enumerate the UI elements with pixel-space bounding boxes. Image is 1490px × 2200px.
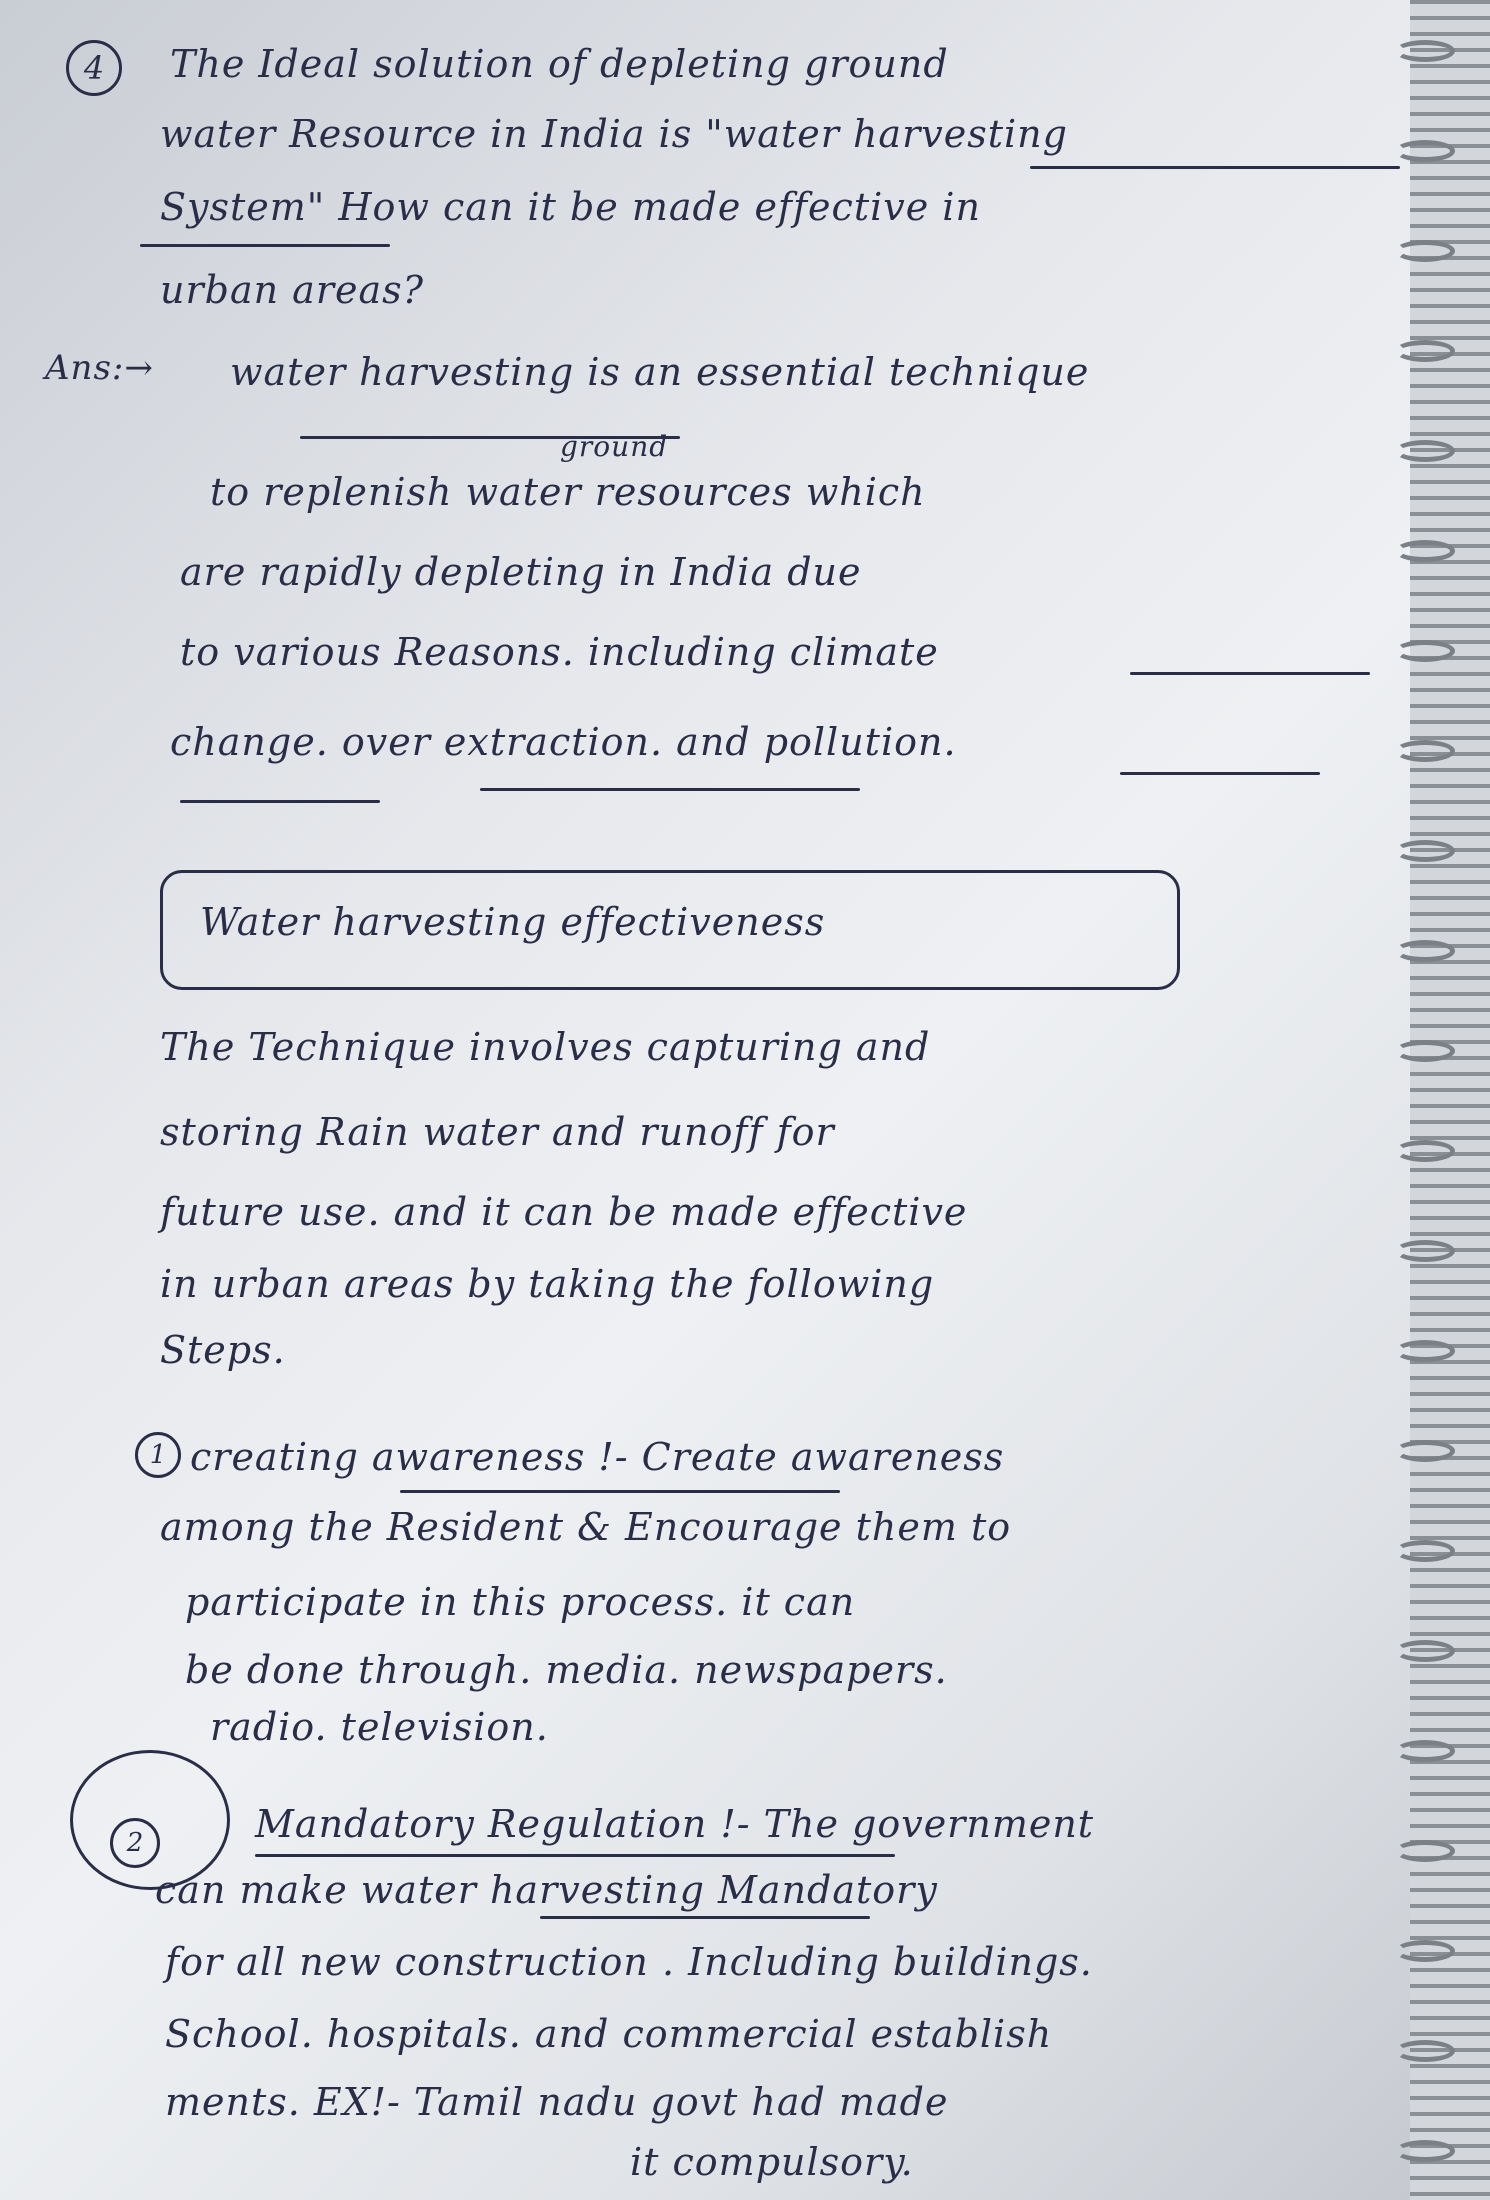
- spiral-ring: [1395, 540, 1455, 562]
- answer-line-2: to replenish water resources which: [210, 470, 926, 514]
- spiral-ring: [1395, 140, 1455, 162]
- point-1-number: 1: [135, 1432, 181, 1478]
- spiral-ring: [1395, 1440, 1455, 1462]
- spiral-ring: [1395, 1240, 1455, 1262]
- spiral-ring: [1395, 940, 1455, 962]
- spiral-ring: [1395, 340, 1455, 362]
- spiral-ring: [1395, 2040, 1455, 2062]
- underline-water-harvesting: [1030, 166, 1400, 169]
- underline-over-extraction: [480, 788, 860, 791]
- spiral-ring: [1395, 1040, 1455, 1062]
- answer-line-1: water harvesting is an essential technique: [230, 350, 1090, 394]
- spiral-ring: [1395, 1740, 1455, 1762]
- question-number: 4: [66, 40, 122, 96]
- spiral-ring: [1395, 1140, 1455, 1162]
- answer-line-4: to various Reasons. including climate: [180, 630, 939, 674]
- underline-climate: [1130, 672, 1370, 675]
- point-2-line-4: School. hospitals. and commercial establish: [165, 2012, 1053, 2056]
- point-1-line-4: be done through. media. newspapers.: [185, 1648, 948, 1692]
- spiral-ring: [1395, 1540, 1455, 1562]
- body-line-3: future use. and it can be made effective: [160, 1190, 968, 1234]
- body-line-4: in urban areas by taking the following: [160, 1262, 935, 1306]
- body-line-5: Steps.: [160, 1328, 286, 1372]
- point-1-line-5: radio. television.: [210, 1705, 549, 1749]
- question-line-3: System" How can it be made effective in: [160, 185, 981, 229]
- body-line-2: storing Rain water and runoff for: [160, 1110, 835, 1154]
- spiral-ring: [1395, 1940, 1455, 1962]
- underline-awareness: [400, 1490, 840, 1493]
- spiral-ring: [1395, 1340, 1455, 1362]
- spiral-ring: [1395, 1640, 1455, 1662]
- answer-line-3: are rapidly depleting in India due: [180, 550, 862, 594]
- point-2-line-2: can make water harvesting Mandatory: [155, 1868, 938, 1912]
- spiral-ring: [1395, 840, 1455, 862]
- point-2-line-6: it compulsory.: [630, 2140, 914, 2184]
- point-2-line-1: Mandatory Regulation !- The government: [255, 1802, 1095, 1846]
- underline-harvesting: [540, 1916, 870, 1919]
- question-line-4: urban areas?: [160, 268, 425, 312]
- notebook-spiral-binding: [1410, 0, 1490, 2200]
- answer-label: Ans:→: [45, 348, 154, 388]
- spiral-ring: [1395, 440, 1455, 462]
- spiral-ring: [1395, 1840, 1455, 1862]
- underline-change: [180, 800, 380, 803]
- point-1-line-1: creating awareness !- Create awareness: [190, 1435, 1005, 1479]
- point-2-line-5: ments. EX!- Tamil nadu govt had made: [165, 2080, 949, 2124]
- point-2-line-3: for all new construction . Including buildings.: [165, 1940, 1093, 1984]
- underline-system: [140, 244, 390, 247]
- spiral-ring: [1395, 240, 1455, 262]
- spiral-ring: [1395, 2140, 1455, 2162]
- point-2-number: 2: [110, 1818, 160, 1868]
- underline-mandatory-regulation: [255, 1854, 895, 1857]
- answer-line-5: change. over extraction. and pollution.: [170, 720, 957, 764]
- spiral-ring: [1395, 740, 1455, 762]
- inserted-word-ground: ground: [560, 430, 669, 463]
- spiral-ring: [1395, 640, 1455, 662]
- spiral-ring: [1395, 40, 1455, 62]
- body-line-1: The Technique involves capturing and: [160, 1025, 931, 1069]
- question-line-1: The Ideal solution of depleting ground: [170, 42, 949, 86]
- point-1-line-2: among the Resident & Encourage them to: [160, 1505, 1012, 1549]
- point-1-line-3: participate in this process. it can: [185, 1580, 856, 1624]
- question-line-2: water Resource in India is "water harvesting: [160, 112, 1068, 156]
- underline-pollution: [1120, 772, 1320, 775]
- heading-text: Water harvesting effectiveness: [200, 900, 826, 944]
